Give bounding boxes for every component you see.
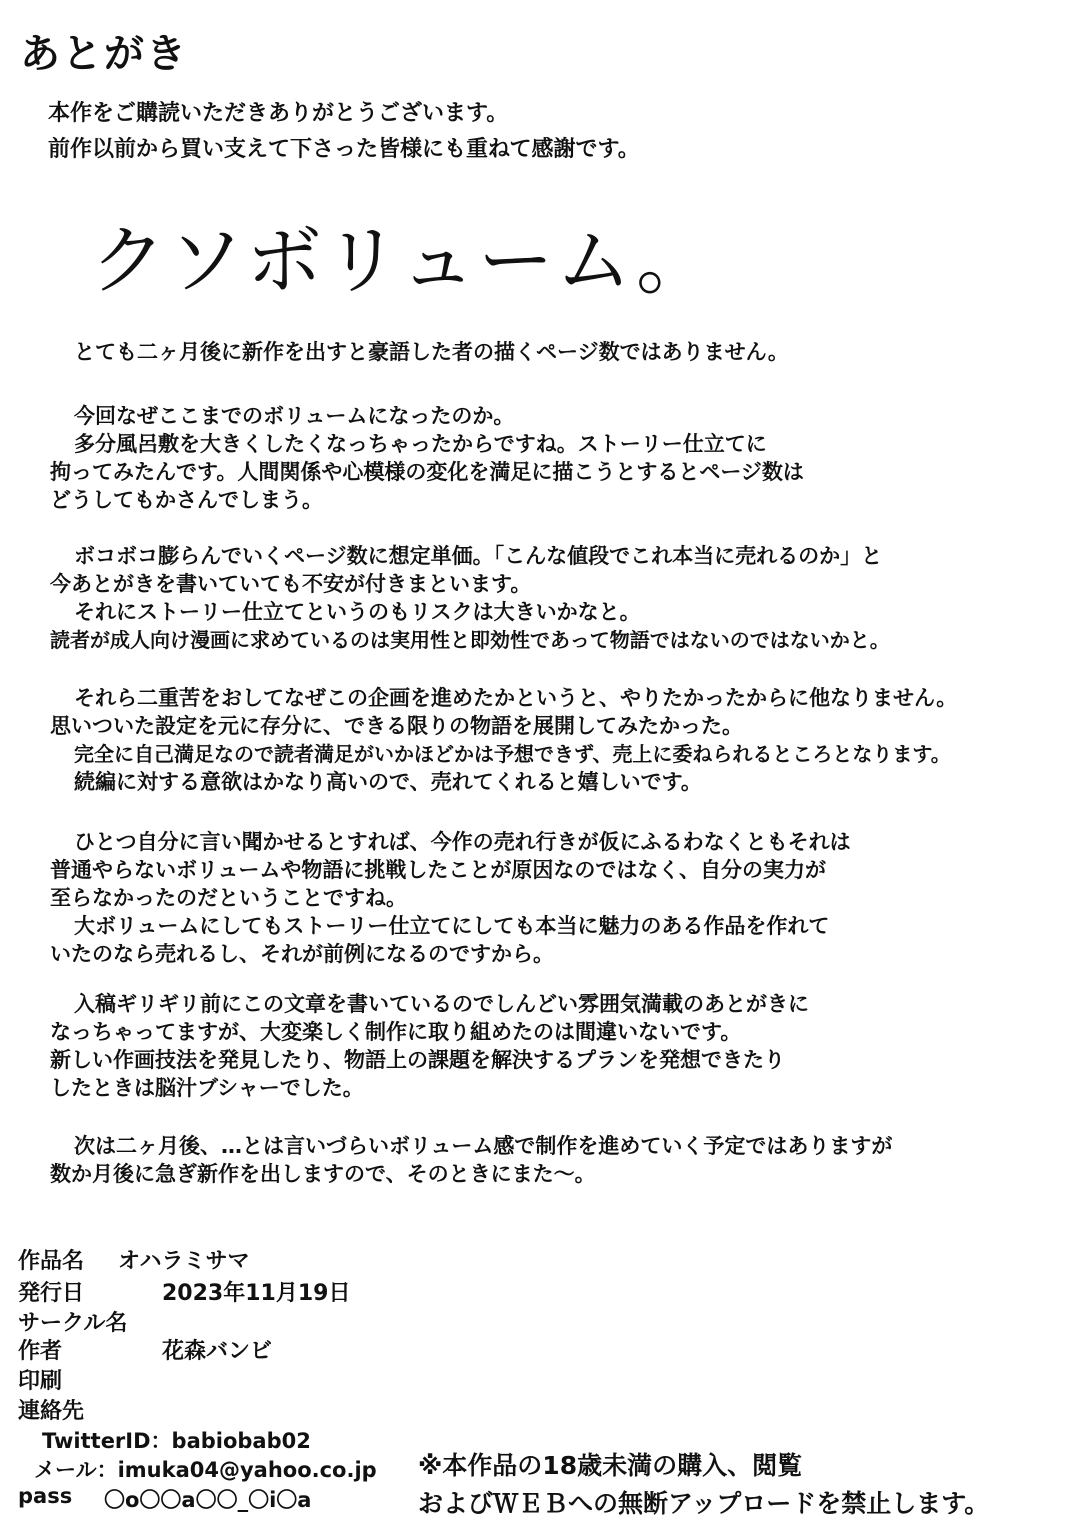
body-line: 入稿ギリギリ前にこの文章を書いているのでしんどい雰囲気満載のあとがきに	[74, 992, 809, 1016]
intro-line-1: 本作をご購読いただきありがとうございます。	[48, 101, 509, 126]
body-line: どうしてもかさんでしまう。	[50, 488, 323, 512]
body-line: 多分風呂敷を大きくしたくなっちゃったからですね。ストーリー仕立てに	[74, 432, 767, 456]
age-notice-line-1: ※本作品の18歳未満の購入、閲覧	[418, 1451, 803, 1480]
mail-address: メール：imuka04@yahoo.co.jp	[34, 1458, 377, 1482]
work-label: 作品名	[18, 1249, 85, 1274]
body-line: 普通やらないボリュームや物語に挑戦したことが原因なのではなく、自分の実力が	[50, 858, 826, 882]
body-line: 今あとがきを書いていても不安が付きまといます。	[50, 572, 532, 596]
body-line: ボコボコ膨らんでいくページ数に想定単価。「こんな値段でこれ本当に売れるのか」と	[74, 544, 883, 568]
body-line: それら二重苦をおしてなぜこの企画を進めたかというと、やりたかったからに他なりません。	[74, 686, 958, 710]
age-notice-line-2: およびＷＥＢへの無断アップロードを禁止します。	[418, 1489, 990, 1518]
body-line: ひとつ自分に言い聞かせるとすれば、今作の売れ行きが仮にふるわなくともそれは	[74, 830, 851, 854]
body-line: いたのなら売れるし、それが前例になるのですから。	[50, 942, 554, 966]
body-line: 読者が成人向け漫画に求めているのは実用性と即効性であって物語ではないのではないかと。	[50, 628, 890, 652]
twitter-id: TwitterID：babiobab02	[42, 1429, 311, 1453]
pass-label: pass	[18, 1484, 73, 1508]
print-label: 印刷	[18, 1369, 63, 1394]
body-line: 今回なぜここまでのボリュームになったのか。	[74, 404, 515, 428]
pass-value: 〇o〇〇a〇〇_〇i〇a	[104, 1488, 312, 1512]
body-line: 数か月後に急ぎ新作を出しますので、そのときにまた〜。	[50, 1162, 596, 1186]
body-line: 次は二ヶ月後、…とは言いづらいボリューム感で制作を進めていく予定ではありますが	[74, 1134, 893, 1158]
work-value: オハラミサマ	[118, 1249, 250, 1274]
contact-label: 連絡先	[18, 1399, 85, 1424]
date-label: 発行日	[18, 1281, 85, 1306]
body-line: 続編に対する意欲はかなり高いので、売れてくれると嬉しいです。	[74, 770, 702, 794]
page-title: あとがき	[20, 31, 188, 77]
circle-label: サークル名	[18, 1311, 128, 1336]
headline: クソボリューム。	[90, 216, 714, 305]
author-value: 花森バンビ	[162, 1339, 273, 1364]
body-line: したときは脳汁ブシャーでした。	[50, 1076, 364, 1100]
body-line: 拘ってみたんです。人間関係や心模様の変化を満足に描こうとするとページ数は	[50, 460, 804, 484]
body-line: 至らなかったのだということですね。	[50, 886, 407, 910]
body-line: 思いついた設定を元に存分に、できる限りの物語を展開してみたかった。	[50, 714, 743, 738]
body-line: とても二ヶ月後に新作を出すと豪語した者の描くページ数ではありません。	[74, 340, 789, 364]
body-line: 大ボリュームにしてもストーリー仕立てにしても本当に魅力のある作品を作れて	[74, 914, 830, 938]
body-line: 完全に自己満足なので読者満足がいかほどかは予想できず、売上に委ねられるところとなります。	[74, 742, 951, 766]
date-value: 2023年11月19日	[162, 1281, 351, 1306]
body-line: 新しい作画技法を発見したり、物語上の課題を解決するプランを発想できたり	[50, 1048, 785, 1072]
body-line: それにストーリー仕立てというのもリスクは大きいかなと。	[74, 600, 641, 624]
author-label: 作者	[18, 1339, 63, 1364]
body-line: なっちゃってますが、大変楽しく制作に取り組めたのは間違いないです。	[50, 1020, 742, 1044]
intro-line-2: 前作以前から買い支えて下さった皆様にも重ねて感謝です。	[48, 137, 640, 162]
